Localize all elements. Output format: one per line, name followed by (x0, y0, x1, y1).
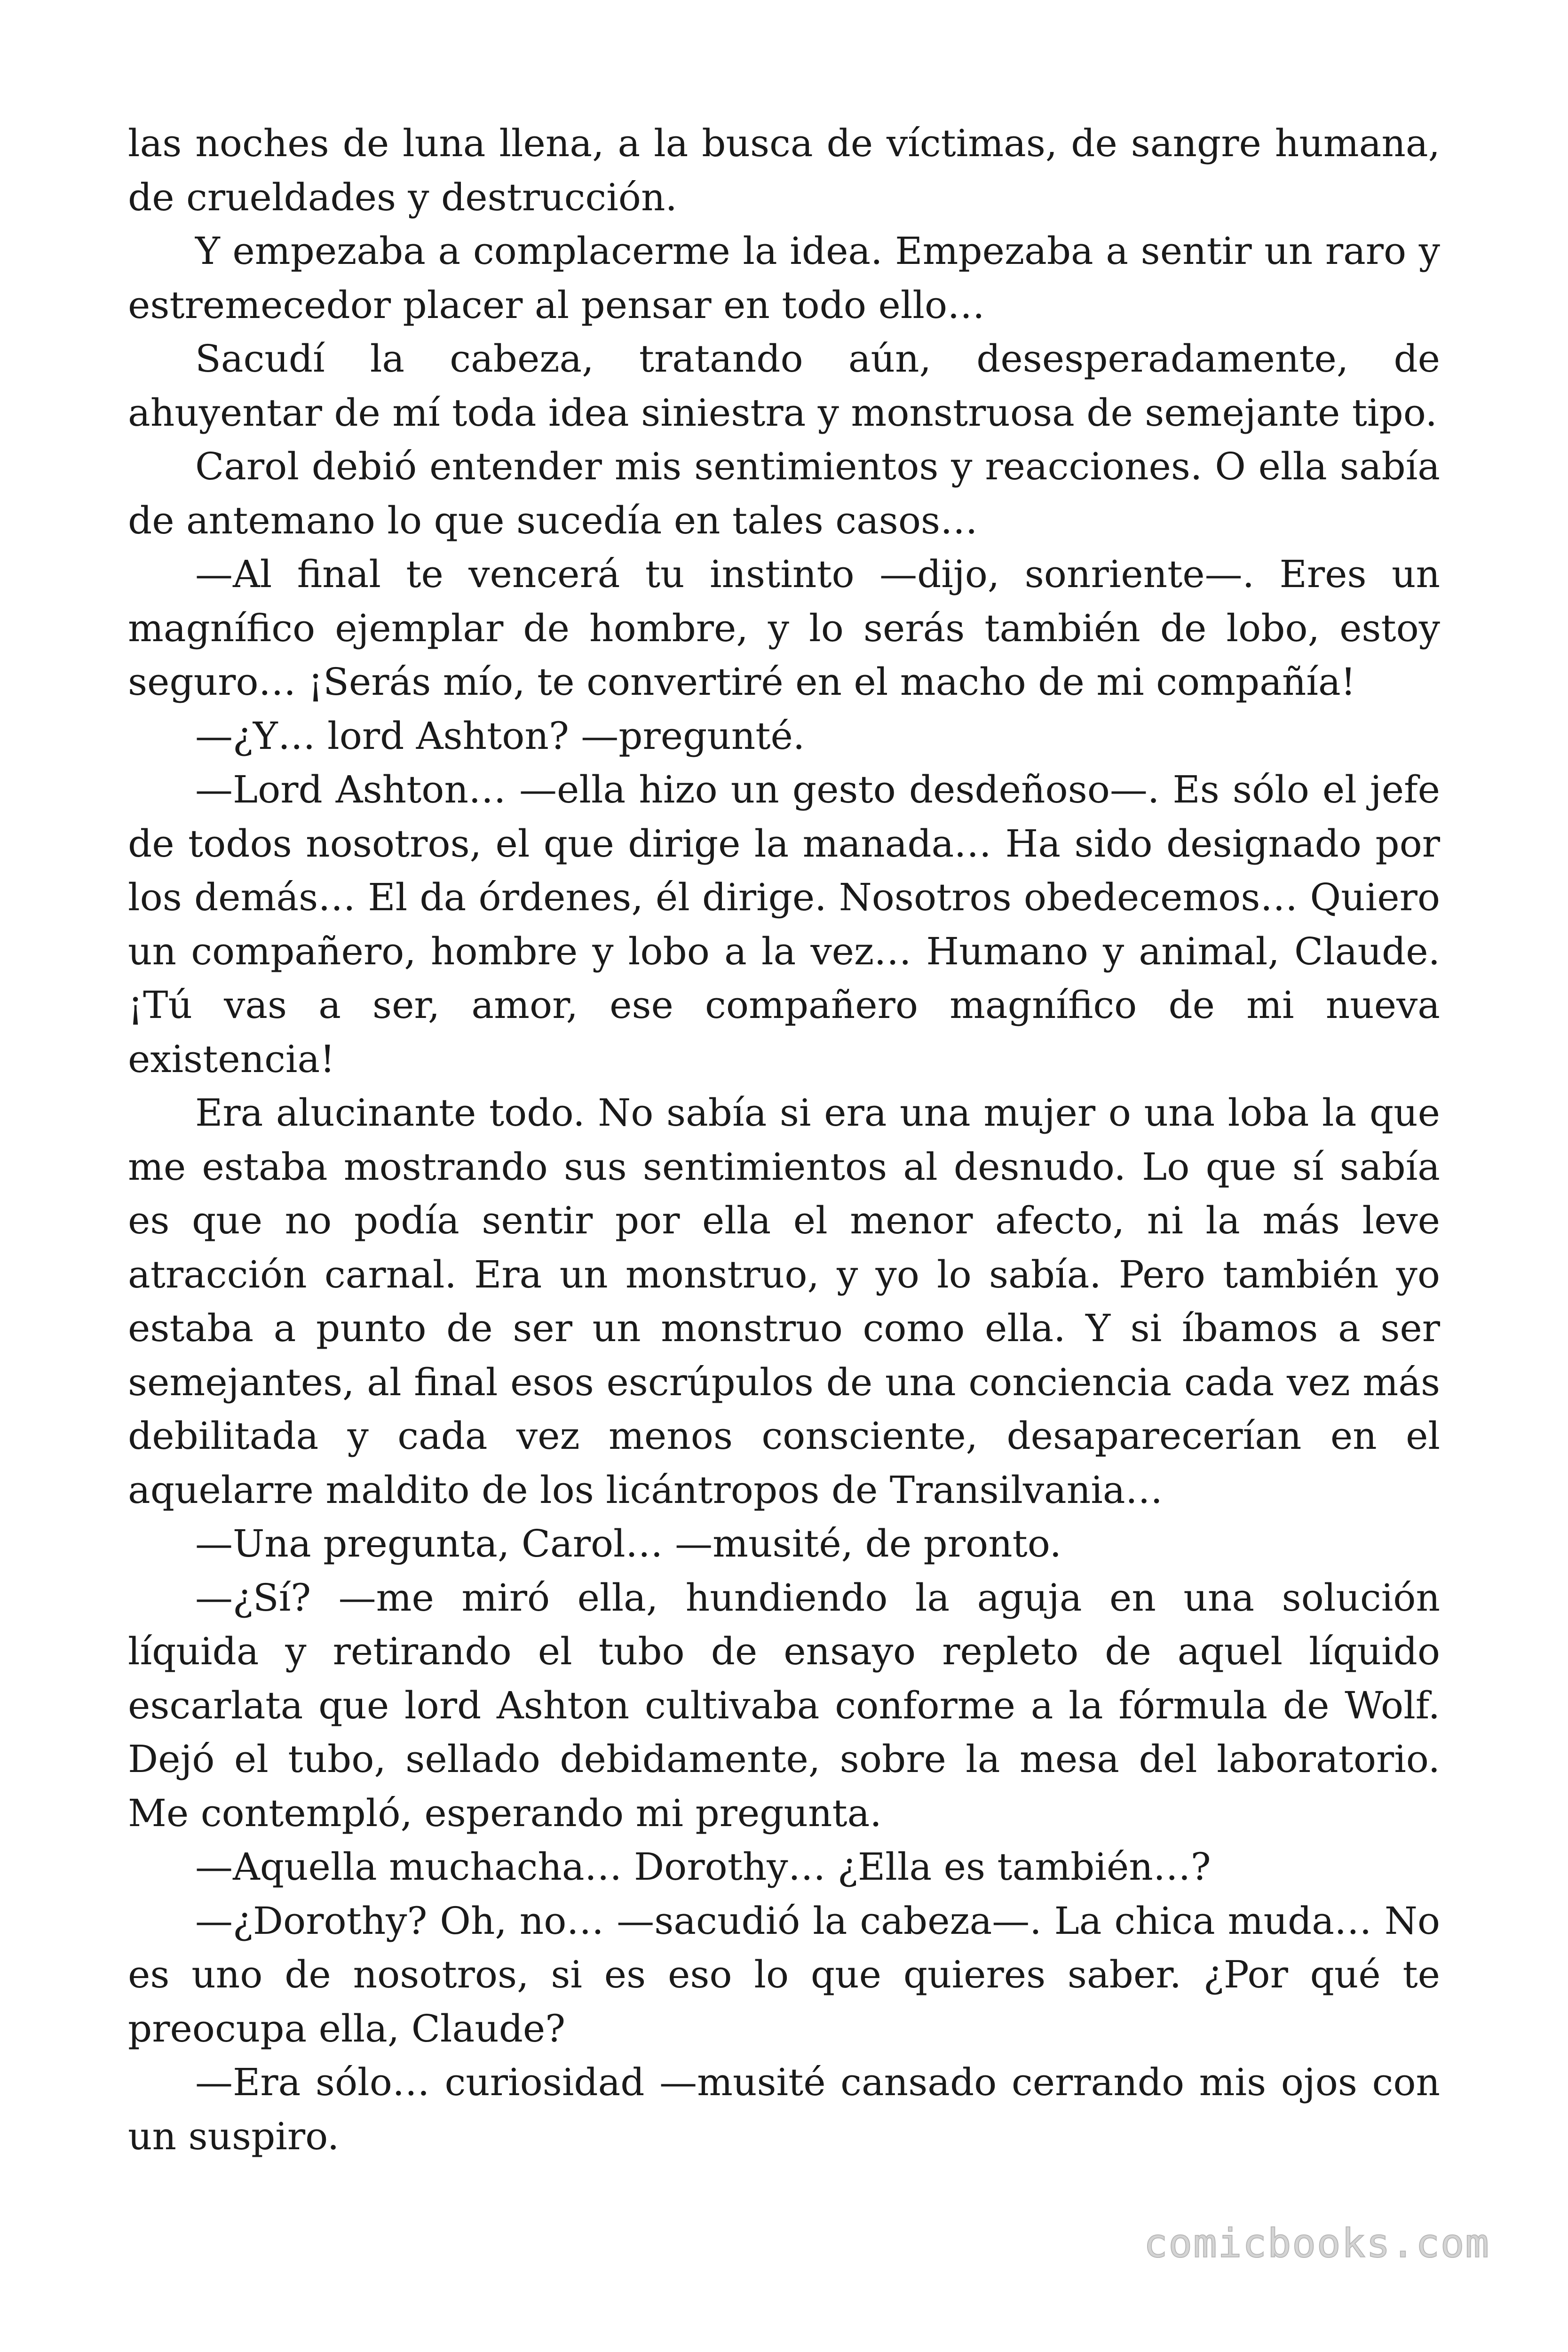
paragraph: —Era sólo… curiosidad —musité cansado cerrando mis ojos con un suspiro. (128, 2060, 1440, 2158)
paragraph: —Una pregunta, Carol… —musité, de pronto. (195, 1522, 1061, 1565)
paragraph: Carol debió entender mis sentimientos y reacciones. O ella sabía de antemano lo que sucedía en tales casos… (128, 445, 1440, 542)
paragraph: Y empezaba a complacerme la idea. Empezaba a sentir un raro y estremecedor placer al pensar en todo ello… (128, 229, 1440, 327)
watermark-logo: comicbooks.com (1143, 2220, 1490, 2266)
paragraph: —Aquella muchacha… Dorothy… ¿Ella es también…? (195, 1845, 1211, 1889)
paragraph: Sacudí la cabeza, tratando aún, desesperadamente, de ahuyentar de mí toda idea siniestra y monstruosa de semejante tipo. (128, 337, 1440, 435)
paragraph: las noches de luna llena, a la busca de víctimas, de sangre humana, de crueldades y destrucción. (128, 121, 1440, 219)
paragraph: —Lord Ashton… —ella hizo un gesto desdeñoso—. Es sólo el jefe de todos nosotros, el que dirige la manada… Ha sido designado por los demás… El da órdenes, él dirige. Nosotros obedecemos… Quiero un compañero, hombre y lobo a la vez… Humano y animal, Claude. ¡Tú vas a ser, amor, ese compañero magnífico de mi nueva existencia! (128, 768, 1440, 1081)
paragraph: —Al final te vencerá tu instinto —dijo, sonriente—. Eres un magnífico ejemplar de hombre, y lo serás también de lobo, estoy seguro… ¡Serás mío, te convertiré en el macho de mi compañía! (128, 552, 1440, 704)
paragraph: Era alucinante todo. No sabía si era una mujer o una loba la que me estaba mostrando sus sentimientos al desnudo. Lo que sí sabía es que no podía sentir por ella el menor afecto, ni la más leve atracción carnal. Era un monstruo, y yo lo sabía. Pero también yo estaba a punto de ser un monstruo como ella. Y si íbamos a ser semejantes, al final esos escrúpulos de una conciencia cada vez más debilitada y cada vez menos consciente, desaparecerían en el aquelarre maldito de los licántropos de Transilvania… (128, 1091, 1440, 1512)
paragraph: —¿Dorothy? Oh, no… —sacudió la cabeza—. La chica muda… No es uno de nosotros, si es eso lo que quieres saber. ¿Por qué te preocupa ella, Claude? (128, 1899, 1440, 2050)
book-page-text (128, 117, 1440, 2163)
paragraph: —¿Y… lord Ashton? —pregunté. (195, 714, 805, 758)
paragraph: —¿Sí? —me miró ella, hundiendo la aguja en una solución líquida y retirando el tubo de ensayo repleto de aquel líquido escarlata que lord Ashton cultivaba conforme a la fórmula de Wolf. Dejó el tubo, sellado debidamente, sobre la mesa del laboratorio. Me contempló, esperando mi pregunta. (128, 1575, 1440, 1835)
